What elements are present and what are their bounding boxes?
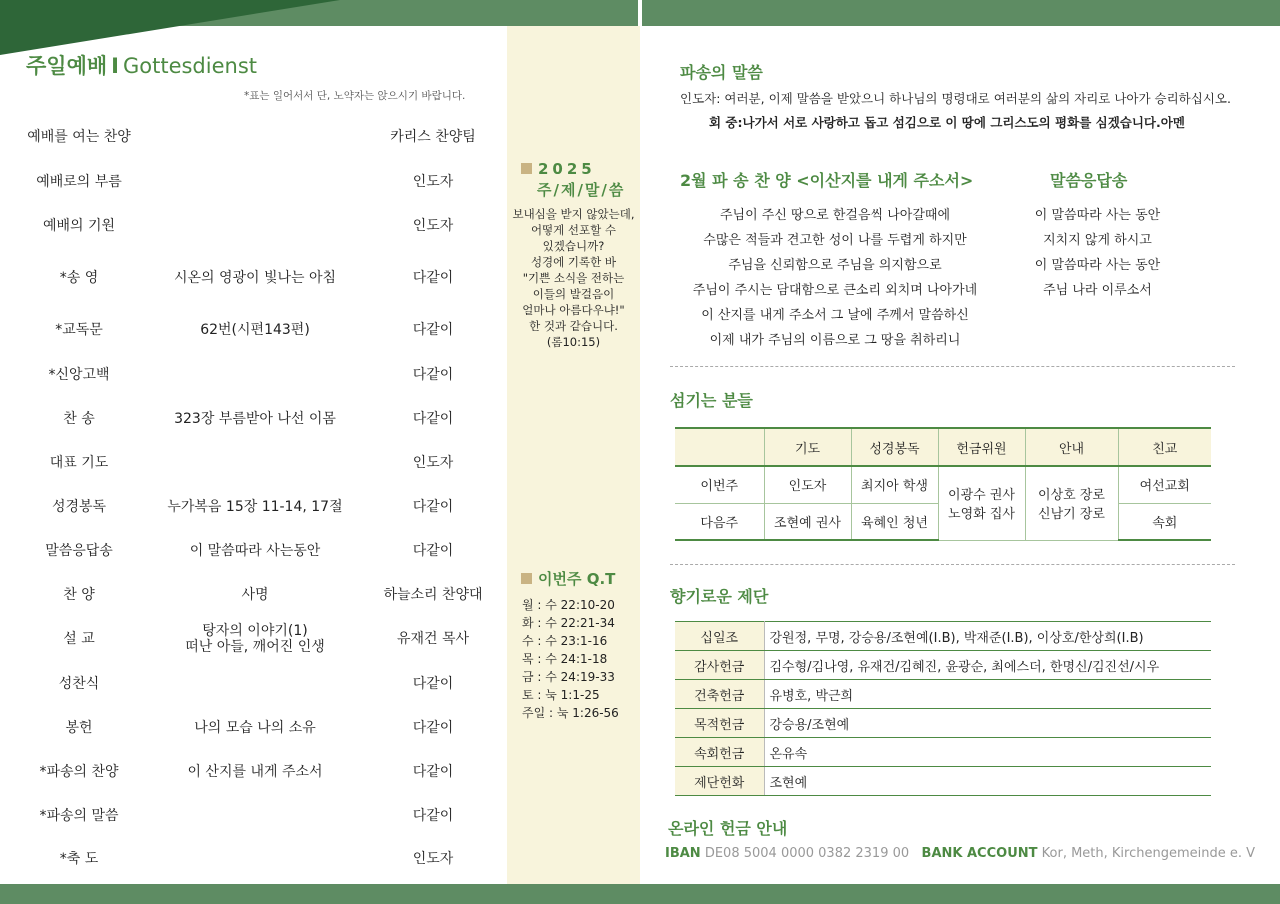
response-line: 이 말씀따라 사는 동안 bbox=[1034, 258, 1161, 273]
order-leader: 인도자 bbox=[412, 218, 454, 234]
week-label: 이번주 bbox=[675, 466, 764, 503]
fellowship-cell: 속회 bbox=[1118, 503, 1211, 540]
bottom-band bbox=[0, 884, 1280, 904]
fellowship-cell: 여선교회 bbox=[1118, 466, 1211, 503]
order-content: 사명 bbox=[241, 587, 269, 603]
theme-line: 어떻게 선포할 수 bbox=[530, 223, 617, 237]
song-line: 주님이 주신 땅으로 한걸음씩 나아갈때에 bbox=[719, 208, 950, 223]
order-leader: 다같이 bbox=[412, 808, 454, 824]
order-row bbox=[0, 808, 505, 838]
sending-title: 파송의 말씀 bbox=[680, 63, 763, 82]
offerings-title: 향기로운 제단 bbox=[670, 587, 769, 606]
offering-names: 조현예 bbox=[764, 767, 1211, 796]
offerings-table bbox=[675, 621, 1211, 796]
order-row bbox=[0, 129, 505, 159]
qt-day: 수 : 수 23:1-16 bbox=[522, 634, 608, 648]
worship-title-ko: 주일예배 bbox=[26, 54, 108, 78]
order-leader: 다같이 bbox=[412, 322, 454, 338]
top-band-right bbox=[642, 0, 1280, 26]
song-line: 주님이 주시는 담대함으로 큰소리 외치며 나아가네 bbox=[692, 283, 978, 298]
order-row bbox=[0, 218, 505, 248]
qt-day: 금 : 수 24:19-33 bbox=[522, 670, 615, 684]
order-content-line2: 떠난 아들, 깨어진 인생 bbox=[185, 639, 325, 655]
offering-kind: 목적헌금 bbox=[675, 709, 764, 738]
page-fold-divider bbox=[640, 0, 642, 904]
order-leader: 인도자 bbox=[412, 174, 454, 190]
usher-member: 이상호 장로 bbox=[1038, 488, 1105, 504]
order-item: 성경봉독 bbox=[51, 499, 107, 515]
response-line: 주님 나라 이루소서 bbox=[1043, 283, 1152, 298]
song-line: 이 산지를 내게 주소서 그 날에 주께서 말씀하신 bbox=[701, 308, 969, 323]
response-line: 이 말씀따라 사는 동안 bbox=[1034, 208, 1161, 223]
order-row bbox=[0, 322, 505, 352]
worship-title-de: Gottesdienst bbox=[122, 54, 258, 78]
order-item: 예배를 여는 찬양 bbox=[27, 129, 131, 145]
offering-row bbox=[675, 709, 1211, 738]
order-item: 찬 양 bbox=[63, 587, 95, 603]
order-leader: 다같이 bbox=[412, 411, 454, 427]
iban-label: IBAN bbox=[665, 846, 701, 861]
offering-names: 온유속 bbox=[764, 738, 1211, 767]
order-row bbox=[0, 411, 505, 441]
title-separator: I bbox=[111, 54, 119, 78]
corner-wedge bbox=[0, 0, 340, 55]
order-item: 봉헌 bbox=[65, 720, 93, 736]
order-item: 예배로의 부름 bbox=[36, 174, 122, 190]
online-title: 온라인 헌금 안내 bbox=[668, 819, 788, 838]
servers-header: 헌금위원 bbox=[938, 428, 1025, 466]
qt-day: 주일 : 눅 1:26-56 bbox=[522, 706, 619, 720]
order-item: 말씀응답송 bbox=[45, 543, 113, 559]
order-leader: 인도자 bbox=[412, 851, 454, 867]
offering-member: 노영화 집사 bbox=[948, 507, 1015, 523]
order-content: 시온의 영광이 빛나는 아침 bbox=[173, 270, 337, 286]
order-content: 이 말씀따라 사는동안 bbox=[189, 543, 321, 559]
order-item: *신앙고백 bbox=[48, 367, 110, 383]
offering-names: 강승용/조현예 bbox=[764, 709, 1211, 738]
order-leader: 인도자 bbox=[412, 455, 454, 471]
servers-table bbox=[675, 427, 1211, 541]
servers-header: 친교 bbox=[1118, 428, 1211, 466]
offering-kind: 제단헌화 bbox=[675, 767, 764, 796]
order-leader: 카리스 찬양팀 bbox=[390, 129, 476, 145]
offering-names: 강원정, 무명, 강승용/조현예(I.B), 박재준(I.B), 이상호/한상희(I.B) bbox=[764, 622, 1211, 651]
theme-line: 한 것과 같습니다. bbox=[529, 319, 618, 333]
iban-value: DE08 5004 0000 0382 2319 00 bbox=[704, 846, 910, 861]
week-label: 다음주 bbox=[675, 503, 764, 540]
standing-note: *표는 일어서서 단, 노약자는 앉으시기 바랍니다. bbox=[244, 90, 466, 102]
servers-header: 성경봉독 bbox=[851, 428, 938, 466]
qt-title: 이번주 Q.T bbox=[521, 568, 615, 589]
square-bullet-icon bbox=[521, 573, 532, 584]
order-leader: 다같이 bbox=[412, 720, 454, 736]
order-item: *송 영 bbox=[59, 270, 99, 286]
middle-column-background bbox=[507, 26, 640, 884]
qt-day: 토 : 눅 1:1-25 bbox=[522, 688, 600, 702]
order-content: 누가복음 15장 11-14, 17절 bbox=[167, 499, 343, 515]
order-item: 예배의 기원 bbox=[42, 218, 116, 234]
qt-day: 월 : 수 22:10-20 bbox=[522, 598, 615, 612]
order-content: 나의 모습 나의 소유 bbox=[194, 720, 316, 736]
prayer-cell: 인도자 bbox=[764, 466, 851, 503]
order-row bbox=[0, 455, 505, 485]
order-item: *파송의 찬양 bbox=[39, 764, 119, 780]
bank-info bbox=[665, 846, 1255, 861]
order-row bbox=[0, 676, 505, 706]
servers-header: 안내 bbox=[1025, 428, 1118, 466]
order-content: 이 산지를 내게 주소서 bbox=[187, 764, 323, 780]
offering-row bbox=[675, 651, 1211, 680]
order-leader: 다같이 bbox=[412, 367, 454, 383]
song-line: 이제 내가 주님의 이름으로 그 땅을 취하리니 bbox=[709, 333, 961, 348]
offering-committee-cell bbox=[938, 466, 1025, 540]
order-leader: 하늘소리 찬양대 bbox=[383, 587, 483, 603]
usher-member: 신남기 장로 bbox=[1038, 507, 1105, 523]
order-leader: 다같이 bbox=[412, 676, 454, 692]
square-bullet-icon bbox=[521, 163, 532, 174]
offering-names: 유병호, 박근희 bbox=[764, 680, 1211, 709]
order-leader: 유재건 목사 bbox=[396, 631, 470, 647]
theme-year: 2025 bbox=[521, 160, 596, 178]
order-item: 대표 기도 bbox=[49, 455, 109, 471]
theme-line: 보내심을 받지 않았는데, bbox=[512, 207, 635, 221]
order-content: 탕자의 이야기(1) bbox=[202, 623, 308, 639]
qt-day: 화 : 수 22:21-34 bbox=[522, 616, 615, 630]
order-item: *축 도 bbox=[59, 851, 99, 867]
servers-row-this-week bbox=[675, 466, 1211, 503]
offering-kind: 감사헌금 bbox=[675, 651, 764, 680]
offering-names: 김수형/김나영, 유재건/김혜진, 윤광순, 최에스더, 한명신/김진선/시우 bbox=[764, 651, 1211, 680]
reading-cell: 최지아 학생 bbox=[851, 466, 938, 503]
order-item: *파송의 말씀 bbox=[39, 808, 119, 824]
order-row bbox=[0, 367, 505, 397]
theme-title: 주/제/말/씀 bbox=[537, 181, 626, 199]
order-leader: 다같이 bbox=[412, 499, 454, 515]
theme-line: 이들의 발걸음이 bbox=[532, 287, 615, 301]
sending-people-line: 회 중:나가서 서로 사랑하고 돕고 섬김으로 이 땅에 그리스도의 평화를 심겠습니다.아멘 bbox=[709, 115, 1185, 130]
section-divider bbox=[670, 366, 1235, 367]
servers-title: 섬기는 분들 bbox=[670, 391, 753, 410]
theme-line: 성경에 기록한 바 bbox=[530, 255, 617, 269]
section-divider bbox=[670, 564, 1235, 565]
offering-member: 이광수 권사 bbox=[948, 488, 1015, 504]
offering-row bbox=[675, 767, 1211, 796]
offering-row bbox=[675, 622, 1211, 651]
bank-account-value: Kor, Meth, Kirchengemeinde e. V bbox=[1041, 846, 1256, 861]
order-item: *교독문 bbox=[55, 322, 103, 338]
order-content: 62번(시편143편) bbox=[200, 322, 310, 338]
theme-line: 있겠습니까? bbox=[542, 239, 605, 253]
song-line: 수많은 적들과 견고한 성이 나를 두렵게 하지만 bbox=[703, 233, 967, 248]
order-item: 찬 송 bbox=[63, 411, 95, 427]
worship-title bbox=[26, 50, 257, 80]
response-title: 말씀응답송 bbox=[1050, 171, 1128, 190]
servers-header: 기도 bbox=[764, 428, 851, 466]
order-row bbox=[0, 543, 505, 573]
offering-kind: 십일조 bbox=[675, 622, 764, 651]
song-title: 2월 파 송 찬 양 <이산지를 내게 주소서> bbox=[680, 171, 974, 190]
response-line: 지치지 않게 하시고 bbox=[1043, 233, 1152, 248]
qt-day: 목 : 수 24:1-18 bbox=[522, 652, 608, 666]
order-row bbox=[0, 851, 505, 881]
offering-row bbox=[675, 680, 1211, 709]
order-leader: 다같이 bbox=[412, 764, 454, 780]
order-row bbox=[0, 587, 505, 617]
bank-account-label: BANK ACCOUNT bbox=[921, 846, 1038, 861]
order-row bbox=[0, 174, 505, 204]
order-item: 설 교 bbox=[63, 631, 95, 647]
theme-line: 얼마나 아름다우냐!" bbox=[522, 303, 625, 317]
offering-row bbox=[675, 738, 1211, 767]
theme-reference: (롬10:15) bbox=[546, 335, 601, 349]
reading-cell: 육혜인 청년 bbox=[851, 503, 938, 540]
order-content: 323장 부름받아 나선 이몸 bbox=[174, 411, 336, 427]
prayer-cell: 조현예 권사 bbox=[764, 503, 851, 540]
order-leader: 다같이 bbox=[412, 543, 454, 559]
order-item: 성찬식 bbox=[58, 676, 100, 692]
order-row bbox=[0, 499, 505, 529]
usher-cell bbox=[1025, 466, 1118, 540]
sending-leader-line: 인도자: 여러분, 이제 말씀을 받았으니 하나님의 명령대로 여러분의 삶의 자리로 나아가 승리하십시오. bbox=[680, 91, 1231, 106]
order-row bbox=[0, 764, 505, 794]
offering-kind: 건축헌금 bbox=[675, 680, 764, 709]
order-row bbox=[0, 720, 505, 750]
song-line: 주님을 신뢰함으로 주님을 의지함으로 bbox=[728, 258, 942, 273]
offering-kind: 속회헌금 bbox=[675, 738, 764, 767]
order-row bbox=[0, 270, 505, 300]
servers-header-blank bbox=[675, 428, 764, 466]
theme-line: "기쁜 소식을 전하는 bbox=[522, 271, 625, 285]
order-leader: 다같이 bbox=[412, 270, 454, 286]
order-row bbox=[0, 622, 505, 660]
